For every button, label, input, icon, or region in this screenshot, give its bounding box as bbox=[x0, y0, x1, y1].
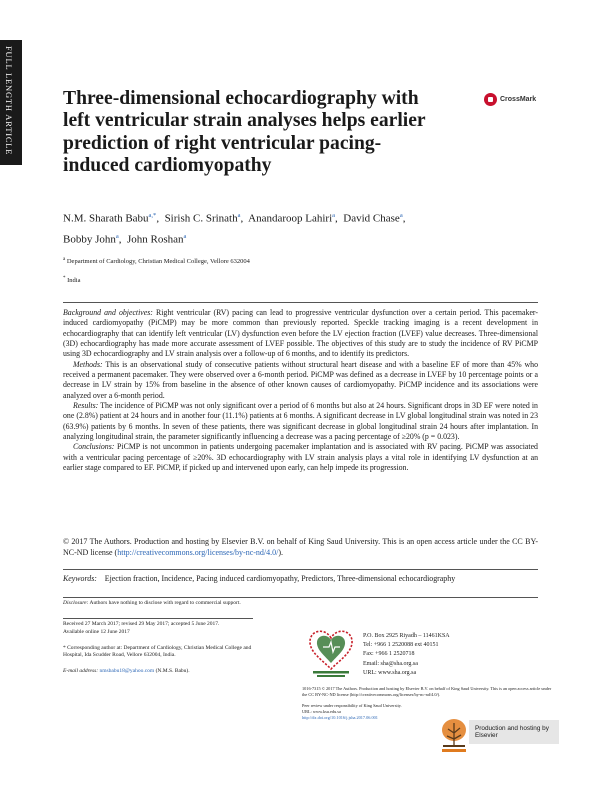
keywords-label: Keywords: bbox=[63, 574, 97, 583]
copyright-smallprint bbox=[302, 686, 557, 721]
contact-tel: Tel: +966 1 2520088 ext 40151 bbox=[363, 642, 439, 649]
crossmark-label: CrossMark bbox=[500, 95, 537, 103]
author-affiliation-marker[interactable]: a bbox=[183, 232, 187, 240]
contact-fax: Fax: +966 1 2520718 bbox=[363, 651, 415, 658]
issn-copyright: 1016-7315 © 2017 The Authors. Production and hosting by Elsevier B.V. on behalf of King Saud University. This is an open access article under the CC BY-NC-ND license (http://creativecommons.org/licenses/by-nc-nd/4.0/). bbox=[302, 686, 552, 697]
crossmark-badge[interactable] bbox=[484, 91, 546, 107]
crossmark-icon bbox=[484, 93, 497, 106]
ksu-heart-logo bbox=[305, 626, 357, 679]
corresponding-author: * Corresponding author at: Department of Cardiology, Christian Medical College and Hospital, Ida Scudder Road, Vellore 632004, India. bbox=[63, 645, 252, 659]
divider bbox=[63, 569, 538, 570]
abstract-results: Results: The incidence of PiCMP was not only significant over a period of 6 months but also at 24 hours. Significant drops in 3D EF were noted in one (2.8%) patient at 24 hours and in another four (11.1%) patients at 6 months. A significant decrease in LV global longitudinal strain was noted in 23 (63.9%) patients by 6 months. In seven of these patients, there was significant decrease in global longitudinal strain 24 hours after implantation. In analyzing longitudinal strain, the parameter significantly influencing a decrease was a pacing percentage of ≥20% (p = 0.023). bbox=[63, 401, 538, 442]
abstract-methods: Methods: This is an observational study of consecutive patients without structural heart disease and with a baseline EF of more than 45% who received a permanent pacemaker. They were observed over a 6-month period. PiCMP was defined as a decrease in LVEF by 10 percentage points or a decrease in LV strain by 15% from baseline in the absence of other known causes of cardiomyopathy. PiCMP incidence and its associations were analyzed over a 6-month period. bbox=[63, 359, 538, 400]
license-link[interactable]: http://creativecommons.org/licenses/by-nc-nd/4.0/ bbox=[117, 547, 279, 557]
author-affiliation-marker[interactable]: a bbox=[332, 212, 336, 219]
disclosure-footnote: Disclosure: Authors have nothing to disclose with regard to commercial support. bbox=[63, 600, 241, 606]
contact-address: P.O. Box 2925 Riyadh – 11461KSA bbox=[363, 633, 450, 639]
abstract bbox=[63, 308, 538, 474]
contact-email[interactable]: Email: sha@sha.org.sa bbox=[363, 660, 418, 667]
email-link[interactable]: nmsbabu18@yahoo.com bbox=[99, 668, 155, 674]
author-affiliation-marker[interactable]: a bbox=[399, 212, 403, 219]
elsevier-tree-logo bbox=[438, 715, 470, 755]
keywords bbox=[63, 574, 538, 585]
author-list: N.M. Sharath Babu$^{a,*}$, Sirish C. Srinath$^a$, Anandaroop Lahiri$^a$, David Chase$^a$, Bobby John$^a$, John Roshan$^a$ bbox=[63, 212, 406, 246]
received-dates: Received 27 March 2017; revised 29 May 2017; accepted 5 June 2017. bbox=[63, 621, 220, 627]
production-banner bbox=[469, 720, 559, 744]
peer-review-note: Peer review under responsibility of King Saud University. bbox=[302, 703, 402, 708]
contact-block bbox=[363, 632, 450, 678]
author-email: E-mail address: nmsbabu18@yahoo.com (N.M.S. Babu). bbox=[63, 668, 190, 674]
article-title: Three-dimensional echocardiography with left ventricular strain analyses helps earlier prediction of right ventricular pacing-induced cardiomyopathy bbox=[63, 88, 426, 177]
affiliation-text: India bbox=[67, 277, 81, 285]
author-affiliation-marker[interactable]: a,* bbox=[148, 212, 157, 219]
divider bbox=[63, 618, 253, 619]
article-type-label: FULL LENGTH ARTICLE bbox=[4, 46, 14, 156]
author-affiliation-marker[interactable]: a bbox=[237, 212, 241, 219]
author-affiliation-marker[interactable]: a bbox=[115, 232, 119, 240]
affiliation-text: Department of Cardiology, Christian Medical College, Vellore 632004 bbox=[66, 258, 250, 266]
divider bbox=[63, 302, 538, 303]
divider bbox=[63, 597, 538, 598]
contact-url[interactable]: URL: www.sha.org.sa bbox=[363, 669, 417, 676]
keywords-text: Ejection fraction, Incidence, Pacing induced cardiomyopathy, Predictors, Three-dimensional echocardiography bbox=[104, 574, 456, 583]
abstract-conclusions: Conclusions: PiCMP is not uncommon in patients undergoing pacemaker implantation and is associated with RV pacing. PiCMP was associated with a ventricular pacing percentage of ≥20%. 3D echocardiography with LV strain analysis plays a vital role in identifying LV dysfunction at an earlier stage compared to EF. PiCMP, if picked up and intervened upon early, can help impede its progression. bbox=[63, 442, 538, 473]
author-name: Anandaroop Lahiri bbox=[248, 212, 333, 225]
affiliation-line: $^a$ Department of Cardiology, Christian Medical College, Vellore 632004 bbox=[63, 257, 250, 266]
abstract-background: Background and objectives: Right ventricular (RV) pacing can lead to progressive ventricular dysfunction over a certain period. This pacemaker-induced cardiomyopathy (PiCMP) may be more common than previously reported. Speckle tracking imaging is a recent development in echocardiography that can identify left ventricular (LV) dysfunction even before the LV ejection fraction (LVEF) value decreases. Three-dimensional (3D) echocardiography has made more accurate assessment of LVEF possible. The objectives of this study are to study the incidence of RV PiCMP using 3D echocardiography and LV strain analysis over a follow-up of 6 months, and to identify its predictors. bbox=[63, 308, 538, 359]
author-name: David Chase bbox=[343, 212, 400, 225]
production-label: Production and hosting by Elsevier bbox=[475, 725, 549, 739]
author-name: Bobby John bbox=[63, 233, 116, 246]
available-online: Available online 12 June 2017 bbox=[63, 629, 130, 635]
author-name: N.M. Sharath Babu bbox=[63, 212, 149, 225]
article-type-sidebar bbox=[0, 40, 22, 165]
author-name: Sirish C. Srinath bbox=[164, 212, 238, 225]
author-name: John Roshan bbox=[127, 233, 184, 246]
ksu-url[interactable]: URL: www.ksu.edu.sa bbox=[302, 709, 341, 714]
license-statement: © 2017 The Authors. Production and hosting by Elsevier B.V. on behalf of King Saud University. This is an open access article under the CC BY-NC-ND license (http://creativecommons.org/licenses/by-nc-nd/4.0/). bbox=[63, 537, 538, 557]
doi-link[interactable]: http://dx.doi.org/10.1016/j.jsha.2017.06.001 bbox=[302, 715, 378, 720]
affiliation-line: * India bbox=[63, 276, 81, 285]
